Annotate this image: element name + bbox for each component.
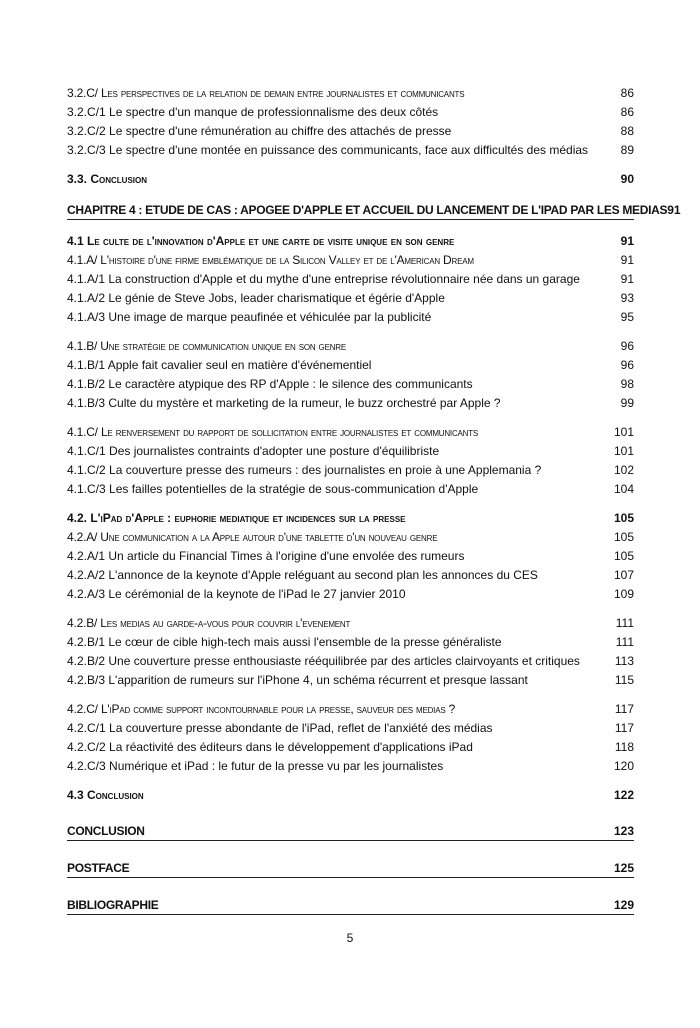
- toc-entry: [67, 633, 634, 652]
- toc-entry: [67, 103, 634, 122]
- toc-entry-title: 4.1.A/1 La construction d'Apple et du mythe d'une entreprise révolutionnaire née dans un garage: [67, 272, 580, 286]
- toc-entry-title: 4.1.C/ Le renversement du rapport de sollicitation entre journalistes et communicants: [67, 425, 479, 439]
- toc-entry-title: 4.2.A/ Une communication a la Apple autour d'une tablette d'un nouveau genre: [67, 530, 438, 544]
- toc-entry: [67, 375, 634, 394]
- toc-entry: [67, 757, 634, 776]
- toc-entry-page: 98: [620, 377, 634, 391]
- table-of-contents: [67, 84, 681, 915]
- toc-entry: [67, 394, 634, 413]
- toc-entry: [67, 251, 634, 270]
- toc-entry-title: 4.1.B/ Une stratégie de communication unique en son genre: [67, 339, 347, 353]
- toc-entry: [67, 423, 634, 442]
- toc-entry-page: 111: [615, 616, 634, 630]
- toc-entry-title: 4.3 Conclusion: [67, 788, 144, 802]
- toc-entry: [67, 337, 634, 356]
- toc-entry: [67, 122, 634, 141]
- toc-entry: [67, 738, 634, 757]
- toc-major-page: 123: [613, 824, 634, 838]
- toc-entry-title: 4.1.A/3 Une image de marque peaufinée et véhiculée par la publicité: [67, 310, 432, 324]
- toc-entry-title: 4.1.B/1 Apple fait cavalier seul en matière d'événementiel: [67, 358, 372, 372]
- toc-entry-title: 4.2.A/1 Un article du Financial Times à l'origine d'une envolée des rumeurs: [67, 549, 465, 563]
- toc-section: [67, 232, 634, 251]
- toc-entry: [67, 442, 634, 461]
- toc-entry-page: 90: [620, 172, 634, 186]
- toc-entry-page: 96: [620, 358, 634, 372]
- toc-entry-page: 95: [620, 310, 634, 324]
- toc-entry-page: 93: [620, 291, 634, 305]
- toc-chapter-title: CHAPITRE 4 : ETUDE DE CAS : APOGEE D'APPLE ET ACCUEIL DU LANCEMENT DE L'IPAD PAR LES MEDIAS: [67, 203, 668, 217]
- toc-entry-title: 4.2.A/3 Le cérémonial de la keynote de l'iPad le 27 janvier 2010: [67, 587, 406, 601]
- toc-entry-page: 113: [614, 654, 634, 668]
- toc-entry-title: 4.2.C/1 La couverture presse abondante de l'iPad, reflet de l'anxiété des médias: [67, 721, 493, 735]
- toc-entry-page: 86: [620, 105, 634, 119]
- toc-entry: [67, 84, 634, 103]
- toc-entry-page: 91: [620, 253, 634, 267]
- toc-major-page: 129: [613, 898, 634, 912]
- toc-entry-page: 111: [615, 635, 634, 649]
- toc-entry-title: 4.2.B/ Les medias au garde-a-vous pour couvrir l'evenement: [67, 616, 351, 630]
- toc-entry-page: 102: [613, 463, 634, 477]
- toc-entry-page: 89: [620, 143, 634, 157]
- toc-entry-page: 115: [614, 673, 634, 687]
- toc-entry-title: 4.2.B/3 L'apparition de rumeurs sur l'iPhone 4, un schéma récurrent et presque lassant: [67, 673, 528, 687]
- toc-entry: [67, 461, 634, 480]
- toc-entry-page: 117: [614, 702, 634, 716]
- toc-entry-page: 91: [620, 272, 634, 286]
- toc-entry-title: 4.1.C/1 Des journalistes contraints d'adopter une posture d'équilibriste: [67, 444, 440, 458]
- toc-entry: [67, 528, 634, 547]
- toc-entry-title: 4.2.C/2 La réactivité des éditeurs dans le développement d'applications iPad: [67, 740, 473, 754]
- toc-entry-title: 4.1.C/2 La couverture presse des rumeurs : des journalistes en proie à une Applemania ?: [67, 463, 542, 477]
- toc-entry-title: 4.2. L'iPad d'Apple : euphorie mediatique et incidences sur la presse: [67, 511, 406, 525]
- toc-entry: [67, 289, 634, 308]
- toc-entry: [67, 308, 634, 327]
- toc-major-title: POSTFACE: [67, 861, 130, 875]
- toc-entry-title: 3.2.C/2 Le spectre d'une rémunération au chiffre des attachés de presse: [67, 124, 452, 138]
- toc-entry-page: 122: [613, 788, 634, 802]
- toc-entry-title: 4.1.B/3 Culte du mystère et marketing de la rumeur, le buzz orchestré par Apple ?: [67, 396, 501, 410]
- toc-entry-page: 109: [613, 587, 634, 601]
- toc-entry: [67, 585, 634, 604]
- toc-entry: [67, 480, 634, 499]
- toc-entry-page: 120: [613, 759, 634, 773]
- toc-section: [67, 509, 634, 528]
- toc-entry-title: 3.2.C/ Les perspectives de la relation de demain entre journalistes et communicants: [67, 86, 465, 100]
- toc-entry-title: 4.2.C/ L'iPad comme support incontournable pour la presse, sauveur des medias ?: [67, 702, 456, 716]
- toc-entry-title: 3.2.C/1 Le spectre d'un manque de professionnalisme des deux côtés: [67, 105, 439, 119]
- toc-entry-title: 4.2.B/1 Le cœur de cible high-tech mais aussi l'ensemble de la presse généraliste: [67, 635, 502, 649]
- toc-section-conclusion: [67, 170, 634, 189]
- toc-entry: [67, 141, 634, 160]
- toc-section-conclusion: [67, 786, 634, 805]
- toc-entry-page: 105: [613, 511, 634, 525]
- toc-entry: [67, 547, 634, 566]
- toc-entry-page: 101: [613, 444, 634, 458]
- toc-entry-page: 105: [613, 530, 634, 544]
- toc-major-page: 125: [613, 861, 634, 875]
- toc-entry-title: 4.1.A/ L'histoire d'une firme emblématique de la Silicon Valley et de l'American Dream: [67, 253, 474, 267]
- toc-entry-page: 105: [613, 549, 634, 563]
- toc-entry-page: 107: [613, 568, 634, 582]
- toc-entry-page: 101: [613, 425, 634, 439]
- toc-entry-page: 99: [620, 396, 634, 410]
- toc-entry-page: 104: [613, 482, 634, 496]
- toc-entry-page: 88: [620, 124, 634, 138]
- toc-entry: [67, 270, 634, 289]
- toc-entry-page: 117: [614, 721, 634, 735]
- toc-entry: [67, 356, 634, 375]
- toc-entry-title: 4.1 Le culte de l'innovation d'Apple et une carte de visite unique en son genre: [67, 234, 455, 248]
- page-number: 5: [346, 931, 354, 945]
- toc-entry-title: 4.1.C/3 Les failles potentielles de la stratégie de sous-communication d'Apple: [67, 482, 479, 496]
- toc-entry-page: 86: [620, 86, 634, 100]
- toc-entry-page: 91: [620, 234, 634, 248]
- toc-major-postface: [67, 859, 634, 878]
- toc-entry-title: 3.2.C/3 Le spectre d'une montée en puissance des communicants, face aux difficultés des médias: [67, 143, 589, 157]
- toc-entry-title: 4.1.A/2 Le génie de Steve Jobs, leader charismatique et égérie d'Apple: [67, 291, 445, 305]
- toc-entry: [67, 671, 634, 690]
- toc-entry: [67, 652, 634, 671]
- toc-major-conclusion: [67, 822, 634, 841]
- toc-entry-page: 118: [614, 740, 634, 754]
- toc-chapter-4: [67, 201, 681, 220]
- toc-chapter-page: 91: [667, 203, 681, 217]
- toc-major-title: CONCLUSION: [67, 824, 145, 838]
- toc-major-bibliographie: [67, 896, 634, 915]
- toc-entry-title: 4.1.B/2 Le caractère atypique des RP d'Apple : le silence des communicants: [67, 377, 473, 391]
- toc-entry: [67, 614, 634, 633]
- toc-entry: [67, 566, 634, 585]
- toc-entry: [67, 719, 634, 738]
- toc-entry: [67, 700, 634, 719]
- toc-entry-title: 4.2.A/2 L'annonce de la keynote d'Apple reléguant au second plan les annonces du CES: [67, 568, 538, 582]
- toc-entry-page: 96: [620, 339, 634, 353]
- toc-entry-title: 4.2.C/3 Numérique et iPad : le futur de la presse vu par les journalistes: [67, 759, 444, 773]
- toc-entry-title: 3.3. Conclusion: [67, 172, 148, 186]
- toc-entry-title: 4.2.B/2 Une couverture presse enthousiaste rééquilibrée par des articles clairvoyants et critiques: [67, 654, 580, 668]
- toc-major-title: BIBLIOGRAPHIE: [67, 898, 159, 912]
